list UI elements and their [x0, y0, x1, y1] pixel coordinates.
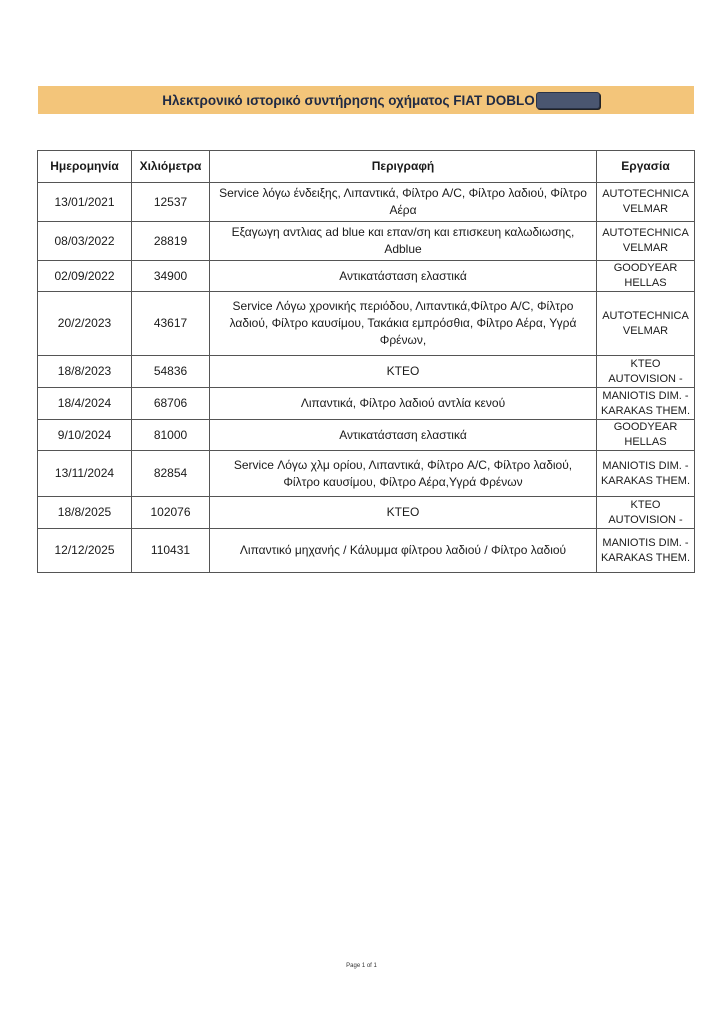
cell-description: ΚΤΕΟ [210, 356, 597, 388]
header-km: Χιλιόμετρα [132, 151, 210, 183]
cell-km: 68706 [132, 388, 210, 420]
cell-date: 20/2/2023 [38, 292, 132, 356]
cell-workshop: AUTOTECHNICA VELMAR [597, 292, 695, 356]
header-workshop: Εργασία [597, 151, 695, 183]
cell-km: 43617 [132, 292, 210, 356]
cell-workshop: AUTOTECHNICA VELMAR [597, 222, 695, 261]
cell-workshop: AUTOTECHNICA VELMAR [597, 183, 695, 222]
cell-km: 81000 [132, 420, 210, 451]
header-description: Περιγραφή [210, 151, 597, 183]
cell-description: Αντικατάσταση ελαστικά [210, 420, 597, 451]
redacted-plate-box [536, 92, 600, 109]
cell-km: 34900 [132, 261, 210, 292]
table-row [38, 388, 695, 420]
cell-workshop: MANIOTIS DIM. - KARAKAS THEM. [597, 451, 695, 497]
cell-description: Service Λόγω χρονικής περιόδου, Λιπαντικά,Φίλτρο A/C, Φίλτρο λαδιού, Φίλτρο καυσίμου, Τακάκια εμπρόσθια, Φίλτρο Αέρα, Υγρά Φρένων, [210, 292, 597, 356]
title-text: Ηλεκτρονικό ιστορικό συντήρησης οχήματος FIAT DOBLO [162, 92, 535, 108]
cell-date: 12/12/2025 [38, 529, 132, 573]
cell-workshop: ΚΤΕΟ AUTOVISION - [597, 497, 695, 529]
maintenance-history-table [37, 150, 695, 573]
cell-workshop: GOODYEAR HELLAS [597, 261, 695, 292]
table-row [38, 497, 695, 529]
cell-description: Εξαγωγη αντλιας ad blue και επαν/ση και επισκευη καλωδιωσης, Adblue [210, 222, 597, 261]
cell-date: 13/11/2024 [38, 451, 132, 497]
cell-description: Αντικατάσταση ελαστικά [210, 261, 597, 292]
cell-workshop: MANIOTIS DIM. - KARAKAS THEM. [597, 529, 695, 573]
cell-km: 102076 [132, 497, 210, 529]
cell-date: 13/01/2021 [38, 183, 132, 222]
table-row [38, 420, 695, 451]
table-row [38, 451, 695, 497]
cell-description: Service λόγω ένδειξης, Λιπαντικά, Φίλτρο A/C, Φίλτρο λαδιού, Φίλτρο Αέρα [210, 183, 597, 222]
cell-description: Service Λόγω χλμ ορίου, Λιπαντικά, Φίλτρο A/C, Φίλτρο λαδιού, Φίλτρο καυσίμου, Φίλτρο Αέρα,Υγρά Φρένων [210, 451, 597, 497]
cell-workshop: MANIOTIS DIM. - KARAKAS THEM. [597, 388, 695, 420]
page-number: Page 1 of 1 [346, 963, 377, 969]
table-row [38, 529, 695, 573]
cell-date: 02/09/2022 [38, 261, 132, 292]
cell-description: Λιπαντικά, Φίλτρο λαδιού αντλία κενού [210, 388, 597, 420]
table-row [38, 356, 695, 388]
table-header-row [38, 151, 695, 183]
cell-km: 54836 [132, 356, 210, 388]
cell-km: 82854 [132, 451, 210, 497]
cell-workshop: GOODYEAR HELLAS [597, 420, 695, 451]
cell-km: 12537 [132, 183, 210, 222]
cell-date: 9/10/2024 [38, 420, 132, 451]
cell-workshop: ΚΤΕΟ AUTOVISION - [597, 356, 695, 388]
table-row [38, 222, 695, 261]
table-row [38, 261, 695, 292]
cell-date: 08/03/2022 [38, 222, 132, 261]
cell-km: 110431 [132, 529, 210, 573]
cell-description: Λιπαντικό μηχανής / Κάλυμμα φίλτρου λαδιού / Φίλτρο λαδιού [210, 529, 597, 573]
cell-km: 28819 [132, 222, 210, 261]
title-banner [38, 86, 694, 114]
table-row [38, 292, 695, 356]
cell-description: ΚΤΕΟ [210, 497, 597, 529]
cell-date: 18/8/2025 [38, 497, 132, 529]
table-row [38, 183, 695, 222]
cell-date: 18/8/2023 [38, 356, 132, 388]
header-date: Ημερομηνία [38, 151, 132, 183]
document-title [162, 92, 599, 109]
cell-date: 18/4/2024 [38, 388, 132, 420]
